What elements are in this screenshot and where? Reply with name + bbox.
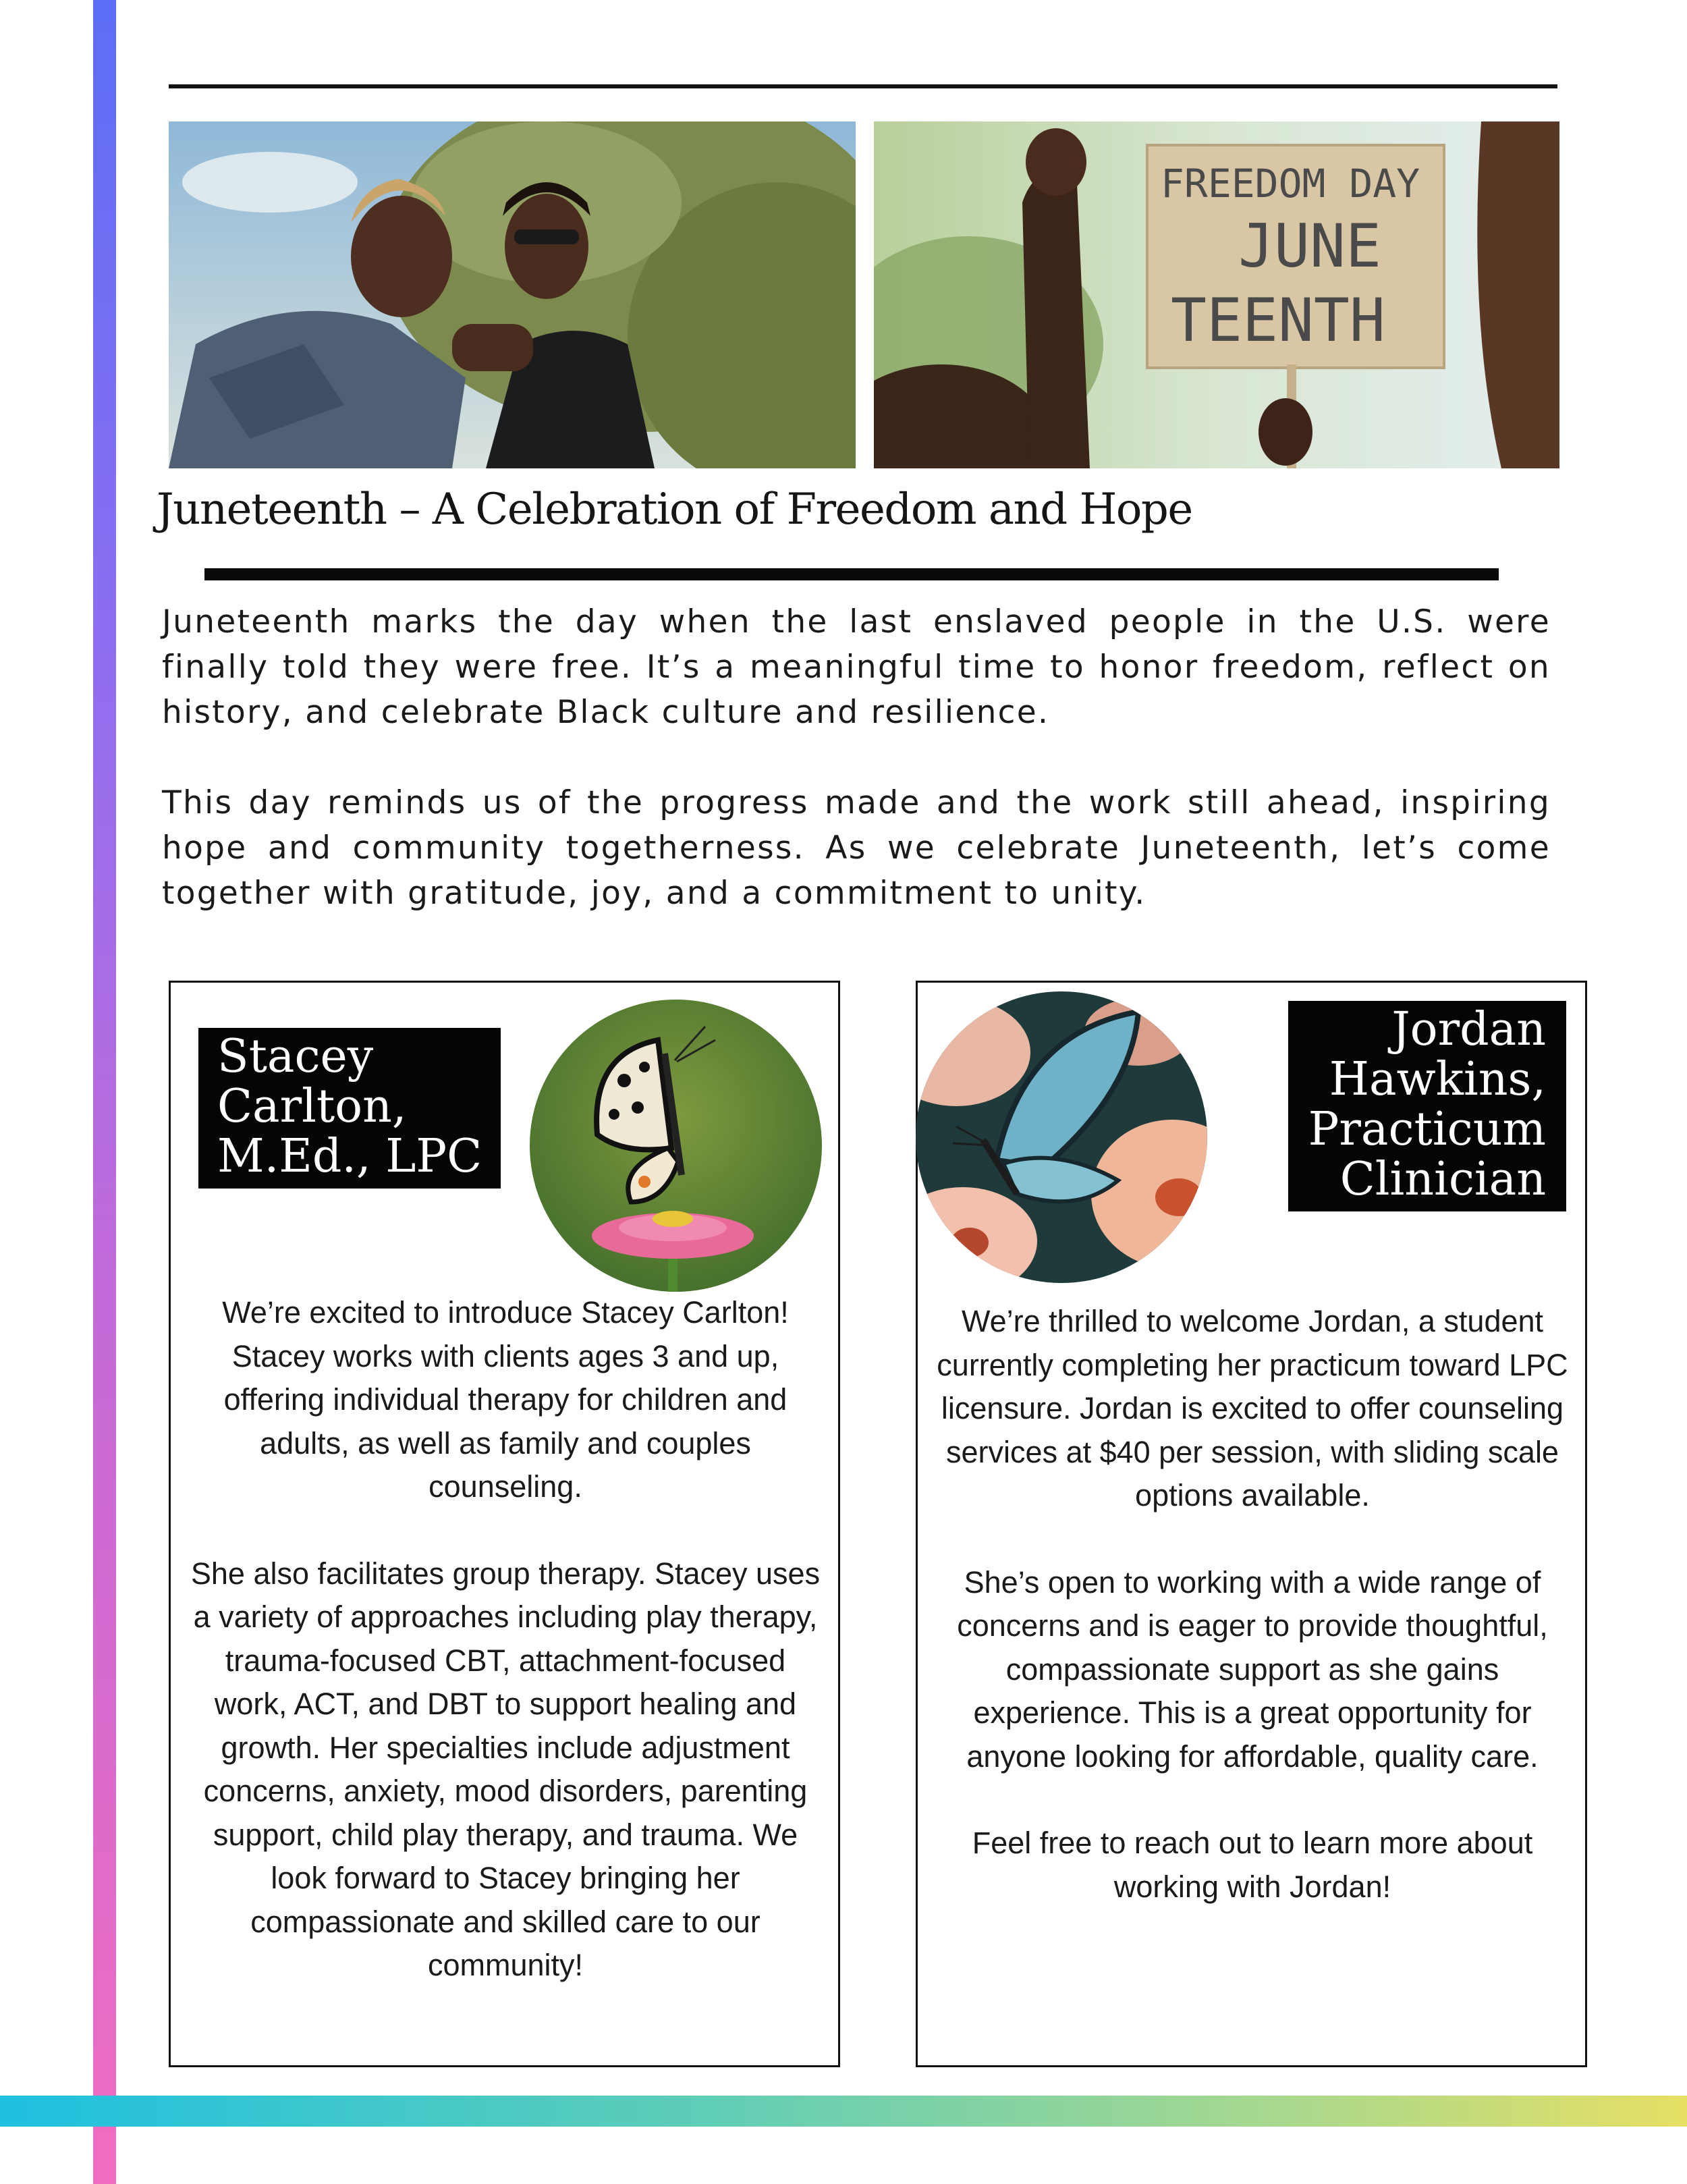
top-divider [169, 84, 1557, 88]
photo-two-men-laughing [169, 121, 856, 468]
sign-line-2: JUNE [1238, 211, 1381, 281]
blue-butterfly-image [916, 991, 1207, 1283]
intro-paragraph-1: Juneteenth marks the day when the last enslaved people in the U.S. were finally told they were free. It’s a meaningful time to honor freedom, reflect on history, and celebrate Black culture and resilience. [162, 603, 1551, 731]
sign-line-1: FREEDOM DAY [1161, 161, 1420, 207]
card-paragraph: She’s open to working with a wide range of concerns and is eager to provide thoughtful, compassionate support as she gains experience. This is a great opportunity for anyone looking for affordable, quality care. [957, 1564, 1548, 1774]
intro-paragraph-2: This day reminds us of the progress made and the work still ahead, inspiring hope and community togetherness. As we celebrate Juneteenth, let’s come together with gratitude, joy, and a commitment to unity. [162, 784, 1551, 912]
name-line: Stacey [217, 1030, 374, 1083]
card-paragraph: We’re excited to introduce Stacey Carlton! Stacey works with clients ages 3 and up, offering individual therapy for children and adults, as well as family and couples counseling. [222, 1295, 789, 1504]
name-badge-jordan [1288, 1001, 1566, 1211]
name-line: Clinician [1339, 1153, 1546, 1206]
name-line: M.Ed., LPC [217, 1130, 482, 1183]
title-underline [204, 568, 1499, 580]
left-accent-bar [93, 0, 116, 2184]
card-paragraph: Feel free to reach out to learn more about working with Jordan! [972, 1826, 1533, 1904]
name-line: Jordan [1391, 1003, 1546, 1056]
sign-line-3: TEENTH [1171, 285, 1385, 355]
intro-text [162, 599, 1551, 961]
name-line: Practicum [1308, 1103, 1546, 1156]
profile-card-stacey [169, 981, 840, 2067]
name-line: Hawkins, [1329, 1053, 1546, 1106]
profile-card-jordan [916, 981, 1587, 2067]
card-paragraph: She also facilitates group therapy. Stacey uses a variety of approaches including play therapy, trauma-focused CBT, attachment-focused work, ACT, and DBT to support healing and growth. Her specialties include adjustment concerns, anxiety, mood disorders, parenting support, child play therapy, and trauma. We look forward to Stacey bringing her compassionate and skilled care to our community! [190, 1556, 821, 1982]
name-badge-stacey [198, 1028, 501, 1189]
card-paragraph: We’re thrilled to welcome Jordan, a student currently completing her practicum toward LPC licensure. Jordan is excited to offer counseling services at $40 per session, with sliding scale options available. [937, 1304, 1568, 1512]
card-text-stacey [186, 1291, 825, 2031]
photo-juneteenth-sign [874, 121, 1559, 468]
bottom-accent-bar [0, 2096, 1687, 2127]
card-text-jordan [933, 1300, 1572, 1952]
name-line: Carlton, [217, 1080, 407, 1133]
butterfly-on-flower-image [530, 1000, 822, 1292]
article-title: Juneteenth – A Celebration of Freedom and Hope [157, 485, 1192, 535]
